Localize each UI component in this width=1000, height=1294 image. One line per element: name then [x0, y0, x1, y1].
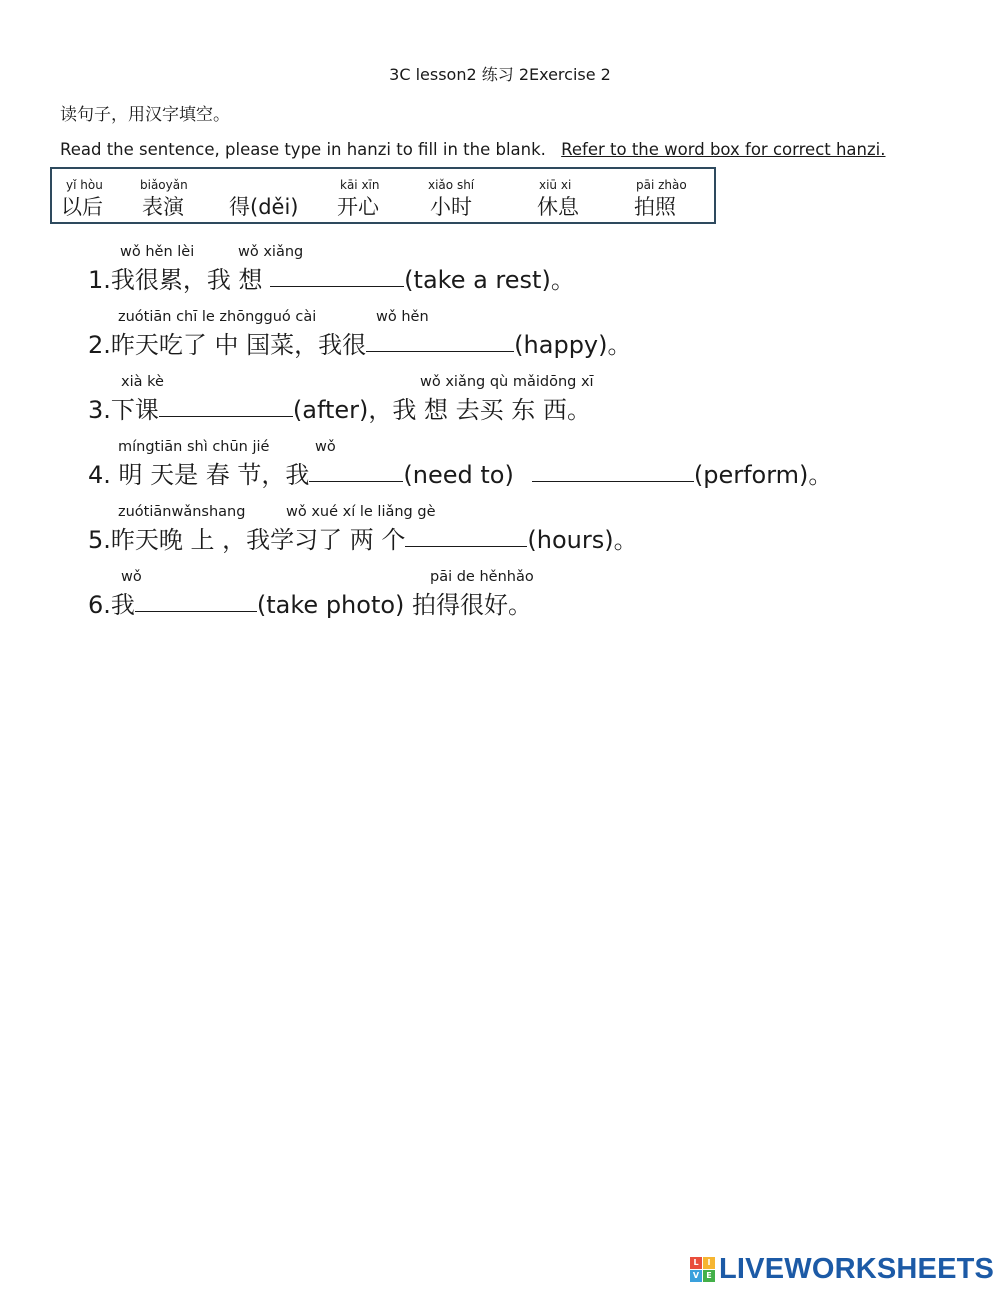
sentence-text: 明 天是 春 节，我 — [110, 461, 310, 489]
word-pinyin: kāi xīn — [340, 178, 380, 192]
sentence-number: 1. — [88, 266, 111, 294]
english-hint: (take photo) — [256, 591, 413, 619]
logo-mark-letter: L — [690, 1257, 702, 1269]
pinyin-annotation: wǒ — [315, 439, 336, 455]
pinyin-annotation: wǒ xiǎng qù mǎidōng xī — [420, 374, 594, 390]
word-pinyin: xiū xi — [539, 178, 572, 192]
pinyin-annotation: míngtiān shì chūn jié — [118, 439, 270, 455]
word-hanzi: 得(děi) — [229, 195, 299, 219]
answer-input[interactable] — [532, 465, 694, 487]
word-hanzi: 以后 — [61, 195, 103, 219]
word-hanzi: 小时 — [430, 195, 472, 219]
sentence-end: 。 — [508, 591, 533, 619]
answer-blank[interactable] — [405, 526, 527, 547]
answer-blank[interactable] — [159, 396, 293, 417]
sentence-text: 昨天晚 上 ，我学习了 两 个 — [110, 526, 406, 554]
word-pinyin: pāi zhào — [636, 178, 687, 192]
sentence-number: 5. — [88, 526, 111, 554]
sentence-end: 。 — [607, 331, 632, 359]
sentence-text: 我 — [110, 591, 135, 619]
answer-input[interactable] — [159, 400, 293, 422]
answer-blank[interactable] — [366, 331, 514, 352]
answer-blank[interactable] — [135, 591, 257, 612]
sentence-number: 6. — [88, 591, 111, 619]
sentence-text: 下课 — [110, 396, 159, 424]
logo-mark-letter: E — [703, 1270, 715, 1282]
sentence-end: 。 — [808, 461, 833, 489]
sentence-end: 。 — [613, 526, 638, 554]
logo-mark — [690, 1257, 715, 1282]
sentence-6 — [88, 585, 532, 620]
instruction-text: Read the sentence, please type in hanzi to fill in the blank. — [60, 140, 546, 159]
english-hint: (take a rest) — [404, 266, 551, 294]
word-hanzi: 休息 — [537, 195, 579, 219]
sentence-end: 。 — [550, 266, 575, 294]
sentence-3 — [88, 390, 591, 425]
english-hint: (after) — [292, 396, 369, 424]
word-box — [50, 167, 716, 224]
sentence-2 — [88, 325, 632, 360]
english-hint: (happy) — [514, 331, 608, 359]
english-hint: (perform) — [693, 461, 809, 489]
answer-blank[interactable] — [309, 461, 403, 482]
word-hanzi: 开心 — [337, 195, 379, 219]
word-pinyin: biǎoyǎn — [140, 178, 188, 192]
pinyin-annotation: zuótiān chī le zhōngguó cài — [118, 309, 317, 325]
sentence-number: 3. — [88, 396, 111, 424]
pinyin-annotation: wǒ xiǎng — [238, 244, 304, 260]
pinyin-annotation: wǒ xué xí le liǎng gè — [286, 504, 436, 520]
english-hint: (need to) — [403, 461, 514, 489]
liveworksheets-logo — [690, 1253, 994, 1286]
pinyin-annotation: wǒ — [121, 569, 142, 585]
sentence-number: 4. — [88, 461, 111, 489]
answer-blank[interactable] — [270, 266, 404, 287]
pinyin-annotation: xià kè — [121, 374, 164, 390]
english-hint: (hours) — [527, 526, 614, 554]
sentence-text: 昨天吃了 中 国菜，我很 — [110, 331, 367, 359]
worksheet-title: 3C lesson2 练习 2Exercise 2 — [389, 65, 611, 84]
logo-mark-letter: I — [703, 1257, 715, 1269]
pinyin-annotation: pāi de hěnhǎo — [430, 569, 534, 585]
sentence-number: 2. — [88, 331, 111, 359]
instruction-chinese: 读句子，用汉字填空。 — [60, 105, 230, 125]
instruction-underlined: Refer to the word box for correct hanzi. — [561, 140, 886, 159]
answer-input[interactable] — [405, 530, 527, 552]
pinyin-annotation: wǒ hěn lèi — [120, 244, 195, 260]
word-hanzi: 表演 — [142, 195, 184, 219]
answer-input[interactable] — [135, 595, 257, 617]
logo-mark-letter: V — [690, 1270, 702, 1282]
word-pinyin: yǐ hòu — [66, 178, 103, 192]
sentence-text: ，我 想 去买 东 西 — [368, 396, 567, 424]
answer-input[interactable] — [309, 465, 403, 487]
sentence-text: 我很累，我 想 — [110, 266, 271, 294]
word-pinyin: xiǎo shí — [428, 178, 475, 192]
logo-text: LIVEWORKSHEETS — [719, 1253, 995, 1285]
answer-input[interactable] — [366, 335, 514, 357]
pinyin-annotation: zuótiānwǎnshang — [118, 504, 246, 520]
sentence-end: 。 — [566, 396, 591, 424]
answer-input[interactable] — [270, 270, 404, 292]
sentence-4 — [88, 455, 832, 490]
word-hanzi: 拍照 — [634, 195, 676, 219]
instruction-english — [60, 140, 886, 159]
sentence-5 — [88, 520, 638, 555]
answer-blank[interactable] — [532, 461, 694, 482]
pinyin-annotation: wǒ hěn — [376, 309, 429, 325]
sentence-1 — [88, 260, 575, 295]
sentence-text: 拍得很好 — [412, 591, 509, 619]
